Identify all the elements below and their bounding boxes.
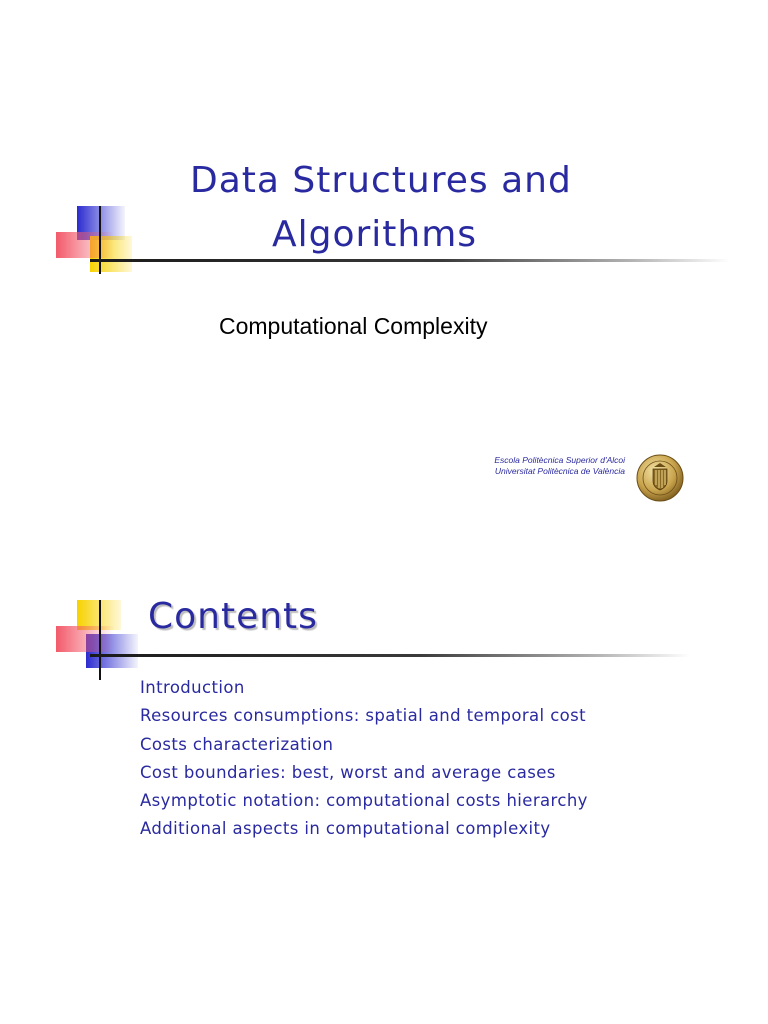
slide-decoration-squares: [56, 206, 146, 286]
contents-list: [140, 674, 588, 844]
university-seal-icon: [636, 454, 684, 502]
list-item: Introduction: [140, 678, 245, 697]
list-item: Additional aspects in computational complexity: [140, 819, 551, 839]
institution-school: Escola Politècnica Superior d'Alcoi: [494, 455, 625, 465]
institution-university: Universitat Politècnica de València: [494, 466, 625, 476]
subtitle: Computational Complexity: [219, 313, 488, 339]
contents-title: Contents: [148, 596, 318, 637]
title-line-1: Data Structures and: [190, 160, 572, 201]
slide-decoration-squares: [56, 600, 146, 680]
list-item: Asymptotic notation: computational costs hierarchy: [140, 791, 588, 811]
title-underline: [90, 259, 730, 262]
list-item: Costs characterization: [140, 734, 334, 754]
list-item: Cost boundaries: best, worst and average cases: [140, 762, 556, 782]
institution-name: [494, 455, 625, 477]
list-item: Resources consumptions: spatial and temporal cost: [140, 706, 587, 726]
contents-underline: [90, 654, 690, 657]
contents-slide: [0, 512, 768, 1024]
title-line-2: Algorithms: [272, 214, 478, 255]
